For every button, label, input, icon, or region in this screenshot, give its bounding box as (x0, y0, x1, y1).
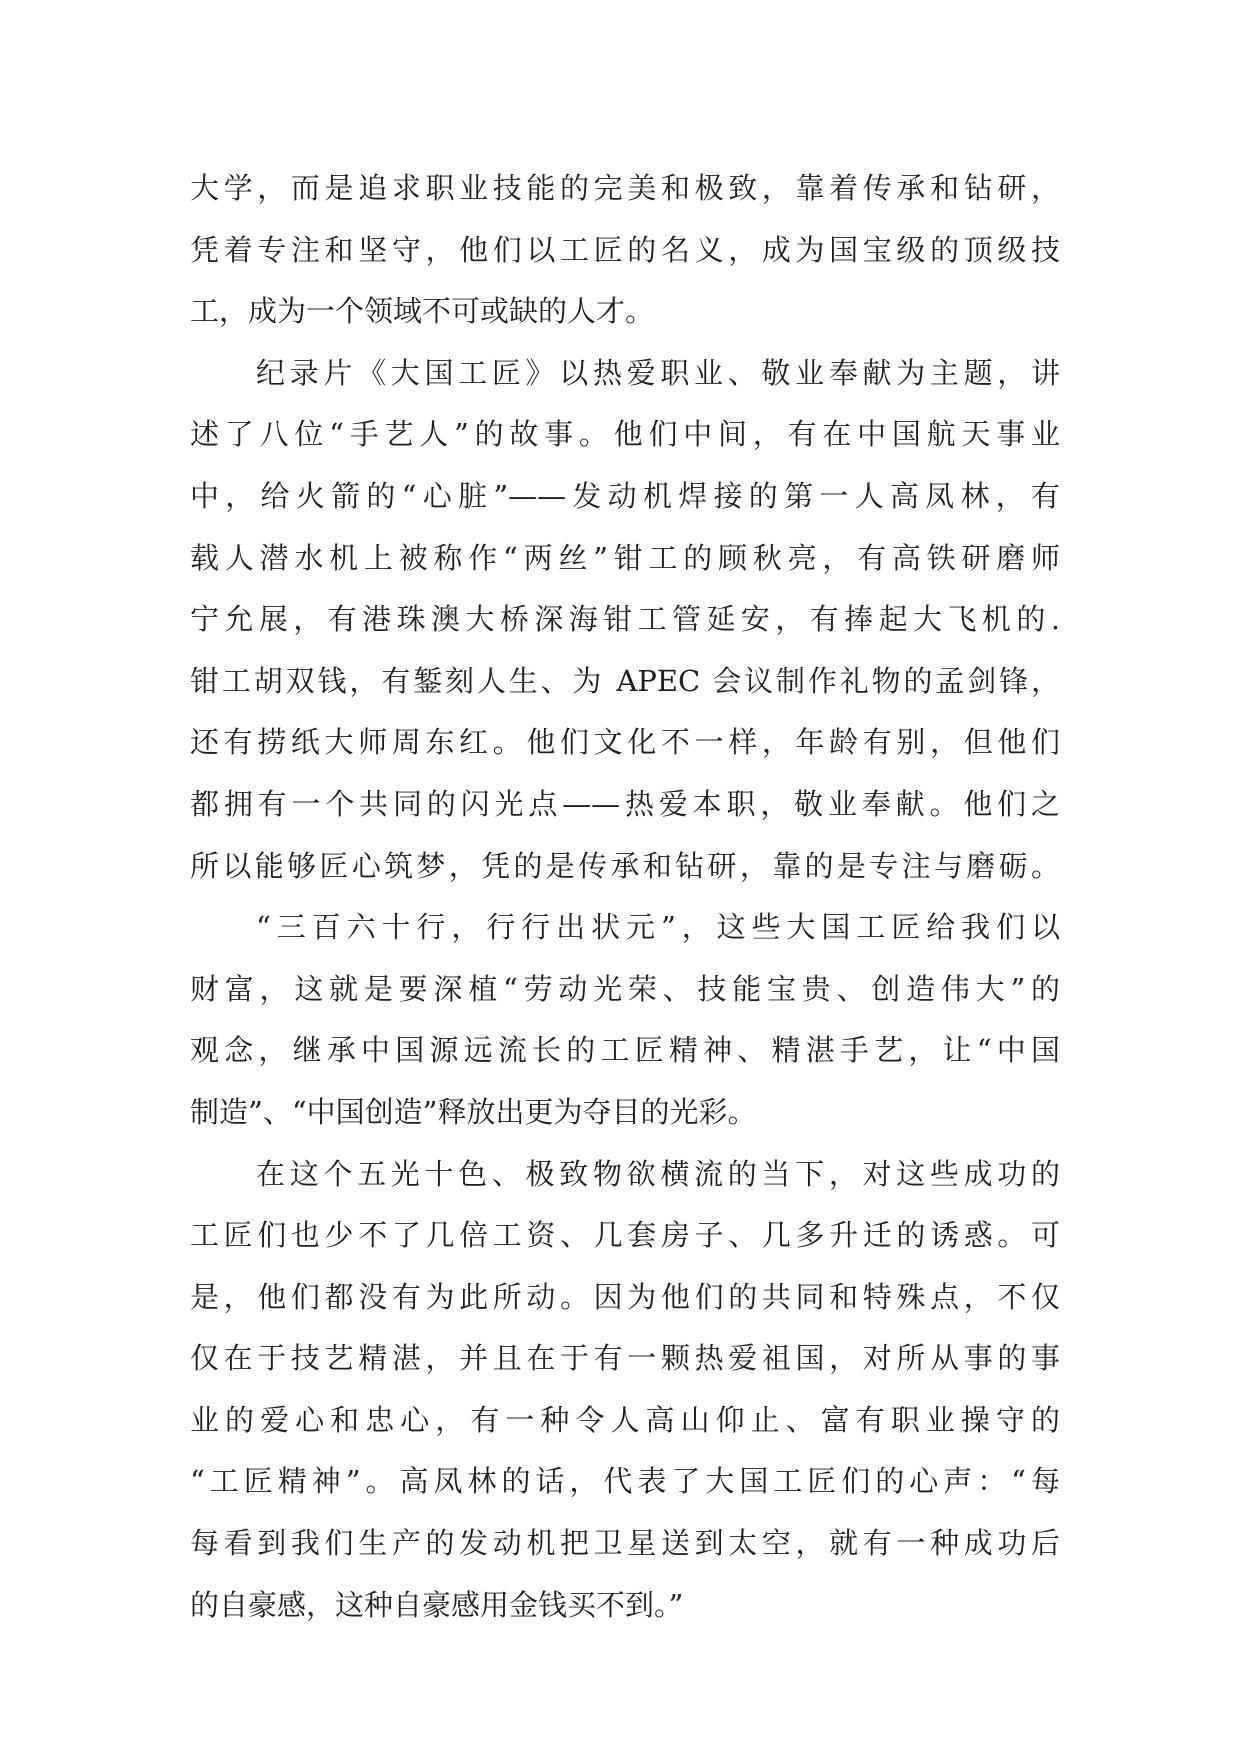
text-line: 仅在于技艺精湛，并且在于有一颗热爱祖国，对所从事的事 (190, 1341, 1060, 1376)
text-line: 的自豪感，这种自豪感用金钱买不到。” (190, 1587, 684, 1622)
text-line: 在这个五光十色、极致物欲横流的当下，对这些成功的 (256, 1156, 1060, 1191)
text-line: 大学，而是追求职业技能的完美和极致，靠着传承和钻研， (190, 171, 1060, 205)
text-line: 工，成为一个领域不可或缺的人才。 (190, 294, 655, 329)
text-line: 所以能够匠心筑梦，凭的是传承和钻研，靠的是专注与磨砺。 (190, 848, 1060, 883)
text-line: 是，他们都没有为此所动。因为他们的共同和特殊点，不仅 (190, 1279, 1060, 1314)
text-line: 制造”、“中国创造”释放出更为夺目的光彩。 (190, 1094, 757, 1129)
text-line: 工匠们也少不了几倍工资、几套房子、几多升迁的诱惑。可 (190, 1218, 1060, 1253)
text-line: “工匠精神”。高凤林的话，代表了大国工匠们的心声：“每 (190, 1464, 1060, 1499)
text-line: 纪录片《大国工匠》以热爱职业、敬业奉献为主题，讲 (256, 355, 1060, 390)
text-line: 钳工胡双钱，有錾刻人生、为 APEC 会议制作礼物的孟剑锋， (190, 663, 1060, 698)
text-line: 中，给火箭的“心脏”——发动机焊接的第一人高凤林，有 (190, 478, 1060, 513)
body-text (190, 158, 1060, 1636)
text-line: 观念，继承中国源远流长的工匠精神、精湛手艺，让“中国 (190, 1033, 1060, 1068)
text-line: “三百六十行，行行出状元”，这些大国工匠给我们以 (256, 910, 1060, 945)
text-line: 财富，这就是要深植“劳动光荣、技能宝贵、创造伟大”的 (190, 971, 1060, 1006)
text-line: 述了八位“手艺人”的故事。他们中间，有在中国航天事业 (190, 417, 1060, 452)
text-line: 载人潜水机上被称作“两丝”钳工的顾秋亮，有高铁研磨师 (190, 540, 1060, 575)
text-line: 都拥有一个共同的闪光点——热爱本职，敬业奉献。他们之 (190, 786, 1060, 821)
text-line: 每看到我们生产的发动机把卫星送到太空，就有一种成功后 (190, 1526, 1060, 1561)
text-line: 业的爱心和忠心，有一种令人高山仰止、富有职业操守的 (190, 1402, 1060, 1437)
text-line: 宁允展，有港珠澳大桥深海钳工管延安，有捧起大飞机的. (190, 602, 1060, 637)
text-line: 凭着专注和坚守，他们以工匠的名义，成为国宝级的顶级技 (190, 232, 1060, 267)
text-line: 还有捞纸大师周东红。他们文化不一样，年龄有别，但他们 (190, 725, 1060, 760)
